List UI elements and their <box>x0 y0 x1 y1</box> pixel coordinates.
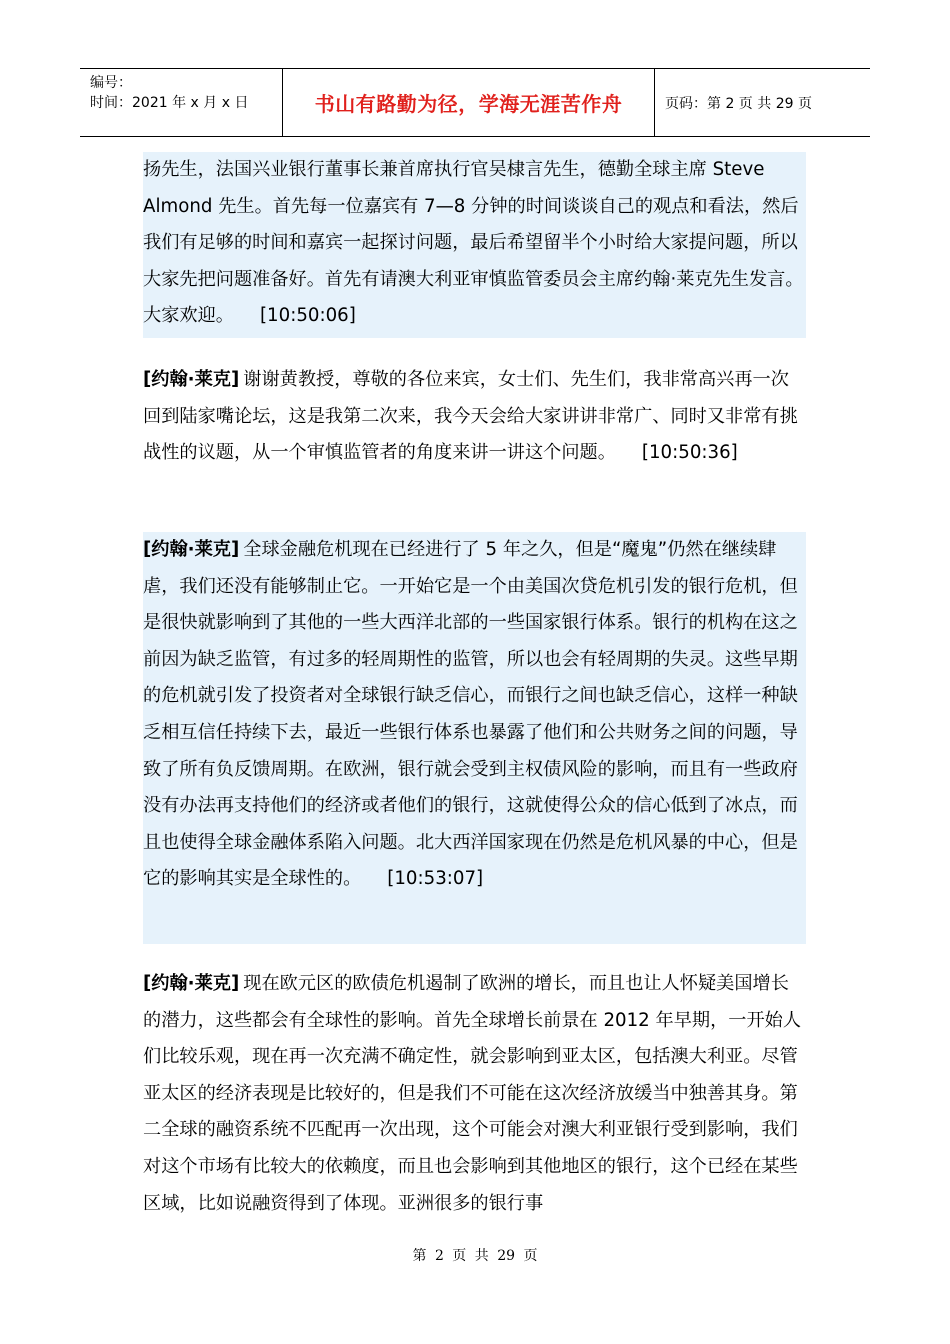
paragraph-speech <box>143 362 806 472</box>
document-date-label: 时间：2021 年 x 月 x 日 <box>90 95 249 111</box>
paragraph-text: 谢谢黄教授，尊敬的各位来宾，女士们、先生们，我非常高兴再一次回到陆家嘴论坛，这是我第二次来，我今天会给大家讲讲非常广、同时又非常有挑战性的议题，从一个审慎监管者的角度来讲一讲这个问题。 <box>143 369 798 464</box>
paragraph-speech <box>143 532 806 944</box>
timestamp: [10:50:36] <box>641 442 738 464</box>
speaker-name: [约翰·莱克] <box>143 973 240 994</box>
timestamp: [10:53:07] <box>387 868 484 890</box>
page-footer: 第 2 页 共 29 页 <box>412 1248 538 1264</box>
speaker-name: [约翰·莱克] <box>143 539 240 560</box>
paragraph-text: 全球金融危机现在已经进行了 5 年之久，但是“魔鬼”仍然在继续肆虐，我们还没有能够制止它。一开始它是一个由美国次贷危机引发的银行危机，但是很快就影响到了其他的一些大西洋北部的一些国家银行体系。银行的机构在这之前因为缺乏监管，有过多的轻周期性的监管，所以也会有轻周期的失灵。这些早期的危机就引发了投资者对全球银行缺乏信心，而银行之间也缺乏信心，这样一种缺乏相互信任持续下去，最近一些银行体系也暴露了他们和公共财务之间的问题，导致了所有负反馈周期。在欧洲，银行就会受到主权债风险的影响，而且有一些政府没有办法再支持他们的经济或者他们的银行，这就使得公众的信心低到了冰点，而且也使得全球金融体系陷入问题。北大西洋国家现在仍然是危机风暴的中心，但是它的影响其实是全球性的。 <box>143 539 798 890</box>
header-page-label: 页码：第 2 页 共 29 页 <box>665 95 812 112</box>
header-page-cell <box>655 69 870 136</box>
paragraph-intro <box>143 152 806 338</box>
header-motto-cell <box>282 69 655 136</box>
header-meta <box>80 69 282 136</box>
paragraph-speech <box>143 966 806 1222</box>
speaker-name: [约翰·莱克] <box>143 369 240 390</box>
paragraph-text: 扬先生，法国兴业银行董事长兼首席执行官吴棣言先生，德勤全球主席 Steve Almond 先生。首先每一位嘉宾有 7—8 分钟的时间谈谈自己的观点和看法，然后我们有足够的时间和嘉宾一起探讨问题，最后希望留半个小时给大家提问题，所以大家先把问题准备好。首先有请澳大利亚审慎监管委员会主席约翰·莱克先生发言。大家欢迎。 <box>143 159 804 327</box>
timestamp: [10:50:06] <box>259 305 356 327</box>
page-header <box>80 68 870 137</box>
header-motto: 书山有路勤为径，学海无涯苦作舟 <box>314 92 623 116</box>
paragraph-text: 现在欧元区的欧债危机遏制了欧洲的增长，而且也让人怀疑美国增长的潜力，这些都会有全球性的影响。首先全球增长前景在 2012 年早期，一开始人们比较乐观，现在再一次充满不确定性，就会影响到亚太区，包括澳大利亚。尽管亚太区的经济表现是比较好的，但是我们不可能在这次经济放缓当中独善其身。第二全球的融资系统不匹配再一次出现，这个可能会对澳大利亚银行受到影响，我们对这个市场有比较大的依赖度，而且也会影响到其他地区的银行，这个已经在某些区域，比如说融资得到了体现。亚洲很多的银行事 <box>143 973 802 1214</box>
document-code-label: 编号： <box>90 75 132 91</box>
